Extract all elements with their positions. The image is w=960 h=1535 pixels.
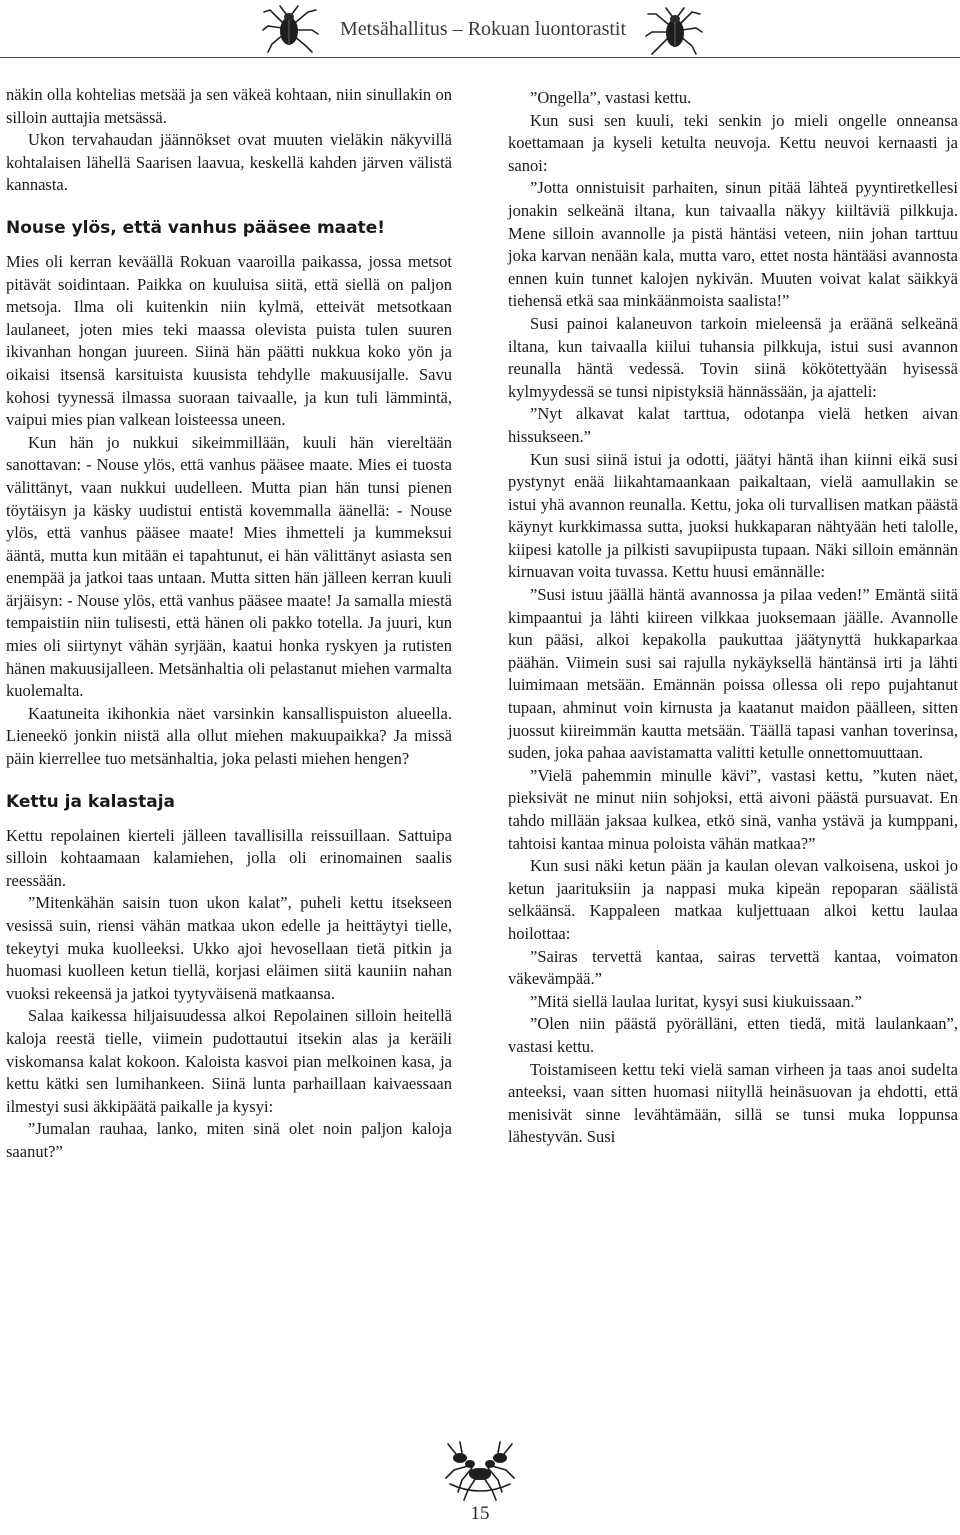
page-footer bbox=[420, 1440, 540, 1535]
page-number: 15 bbox=[470, 1503, 490, 1524]
left-column bbox=[6, 84, 452, 1164]
quote-paragraph: ”Ongella”, vastasi kettu. bbox=[530, 88, 692, 107]
paragraph: näkin olla kohtelias metsää ja sen väkeä kohtaan, niin sinullakin on silloin auttajia metsässä. bbox=[6, 85, 452, 127]
right-column bbox=[508, 87, 958, 1149]
paragraph: Kaatuneita ikihonkia näet varsinkin kansallispuiston alueella. Lieneekö jonkin niistä alla ollut miehen makuupaikka? Ja missä päin kierrellee tuo metsänhaltia, joka pelasti miehen hengen? bbox=[6, 703, 452, 769]
paragraph: Kun susi näki ketun pään ja kaulan olevan valkoisena, uskoi jo ketun jaarituksiin ja nappasi muka kipeän repoparan säälistä selkäänsä. Kappaleen matkaa kuljettuaan alkoi kettu laulaa hoilottaa: bbox=[508, 856, 958, 943]
paragraph: Kun susi sen kuuli, teki senkin jo mieli ongelle onneansa koettamaan ja kyseli ketulta neuvoja. Kettu neuvoi kernaasti ja sanoi: bbox=[508, 110, 958, 175]
paragraph: Toistamiseen kettu teki vielä saman virheen ja taas anoi sudelta anteeksi, vaan sitten huomasi niityllä heinäsuovan ja ehdotti, että menisivät sinne levähtämään, sillä se tunsi muka loppunsa lähestyvän. Susi bbox=[508, 1059, 958, 1147]
header-rule bbox=[0, 57, 960, 58]
paragraph: Ukon tervahaudan jäännökset ovat muuten vieläkin näkyvillä kohtalaisen lähellä Saarisen laavua, keskellä kahden järven välistä kannasta. bbox=[6, 130, 452, 195]
paragraph: Kun hän jo nukkui sikeimmillään, kuuli hän viereltään sanottavan: - Nouse ylös, että vanhus pääsee maate. Mies ei tuosta välittänyt, vaan nukkui uudelleen. Mutta pian hän tunsi pienen töytäisyn ja käsky uudistui entistä kovemmalla äänellä: - Nouse ylös, että vanhus pääsee maate! Mies ihmetteli ja kummeksui ääntä, mutta kun mitään ei tapahtunut, ei hän välittänyt asiasta sen enempää ja jatkoi taas untaan. Mutta sitten hän jälleen kerran kuuli ärjäisyn: - Nouse ylös, että vanhus pääsee maate! Ja samalla miestä tempaistiin niin tulisesti, että hänen oli pakko totella. Ja juuri, kun mies oli siirtynyt vähän syrjään, kaatui honka ryskyen ja rutisten hänen makuusijalleen. Metsänhaltia oli pelastanut miehen varmalta kuolemalta. bbox=[6, 432, 452, 701]
quote-paragraph: ”Nyt alkavat kalat tarttua, odotanpa vielä hetken aivan hissukseen.” bbox=[508, 404, 958, 446]
running-header-title: Metsähallitus – Rokuan luontorastit bbox=[339, 18, 627, 40]
paragraph: Susi painoi kalaneuvon tarkoin mieleensä ja eräänä selkeänä iltana, kun taivaalla kiilui tuhansia pilkkuja, istui susi avannon reunalla häntä vedessä. Tovin siinä kökötettyään hyisessä kylmyydessä se tunsi nipistyksiä hännässään, ja ajatteli: bbox=[508, 313, 958, 401]
quote-paragraph: ”Jumalan rauhaa, lanko, miten sinä olet noin paljon kaloja saanut?” bbox=[6, 1119, 452, 1161]
paragraph: Mies oli kerran keväällä Rokuan vaaroilla paikassa, jossa metsot pitävät soidintaan. Paikka on kuuluisa siitä, että siellä on paljon metsoja. Ilma oli kuitenkin niin kylmä, etteivät metsotkaan laulaneet, joten mies teki maassa olevista puista tulen suuren ikivanhan hongan juureen. Siinä hän päätti nukkua koko yön ja oikaisi itsensä karsituista kuusista tehdylle makuusijalle. Savu kohosi tyynessä ilmassa suoraan taivaalle, ja kun tuli lämmintä, vaipui mies pian valkean loisteessa uneen. bbox=[6, 251, 452, 430]
paragraph: Salaa kaikessa hiljaisuudessa alkoi Repolainen silloin heitellä kaloja reestä tielle, viimein pudottautui itsekin alas ja keräili viskomansa kalat kokoon. Kaloista kasvoi pian melkoinen kasa, ja kettu kätki sen lumihankeen. Siinä lunta parhaillaan kaivaessaan ilmestyi susi äkkipäätä paikalle ja kysyi: bbox=[6, 1006, 452, 1116]
paragraph: Kettu repolainen kierteli jälleen tavallisilla reissuillaan. Sattuipa silloin kohtaamaan kalamiehen, jolla oli erinomainen saalis reessään. bbox=[6, 825, 452, 890]
quote-paragraph: ”Vielä pahemmin minulle kävi”, vastasi kettu, ”kuten näet, pieksivät ne minut niin sohjoksi, että aivoni päästä pursuavat. En tahdo millään jaksaa kulkea, etkö sinä, vanha ystävä ja kumppani, tahtoisi kantaa minua poloista vähän matkaa?” bbox=[508, 765, 958, 853]
section-heading: Nouse ylös, että vanhus pääsee maate! bbox=[6, 217, 386, 238]
quote-paragraph: ”Jotta onnistuisit parhaiten, sinun pitää lähteä pyyntiretkellesi jonakin selkeänä iltana, kun taivaalla näkyy kiiltäviä pilkkuja. Mene silloin avannolle ja pistä häntäsi veteen, niin johan tarttuu joka karvan nenään kala, mutta varo, ettet nosta häntääsi avannosta ennen kuin tunnet kalojen nykivän. Muuten voivat kalat säikkyä tiehensä etkä saa minkäänmoista saalista!” bbox=[508, 178, 958, 311]
section-heading: Kettu ja kalastaja bbox=[6, 791, 175, 812]
paragraph: ”Mitenkähän saisin tuon ukon kalat”, puheli kettu itsekseen vesissä suin, riensi vähän matkaa ukon edelle ja heittäytyi tielle, tekeytyi muka kuolleeksi. Ukko ajoi hevosellaan tietä pitkin ja huomasi kuolleen ketun tiellä, korjasi eläimen siitä kauniin nahan vuoksi rekeensä ja jatkoi tyytyväisenä matkaansa. bbox=[6, 893, 452, 1003]
quote-paragraph: ”Susi istuu jäällä häntä avannossa ja pilaa veden!” Emäntä siitä kimpaantui ja lähti kiireen vilkkaa juoksemaan jäälle. Avannolle kun pääsi, alkoi kepakolla paukuttaa jäätynyttä hukkaparkaa päähän. Viimein susi sai rajulla nykäyksellä häntänsä irti ja lähti luimimaan metsään. Emännän poissa ollessa oli repo pujahtanut tupaan, ahminut voin kirnusta ja kaatanut maidon päälleen, sitten juossut kiireimmän kautta metsään. Täällä tapasi vanhan toverinsa, suden, joka pahaa aavistamatta valitti ketulle onnettomuuttaan. bbox=[508, 585, 958, 763]
beetle-icon bbox=[644, 6, 704, 56]
quote-paragraph: ”Mitä siellä laulaa luritat, kysyi susi kiukuissaan.” bbox=[530, 991, 862, 1011]
ants-emblem-icon bbox=[420, 1440, 540, 1502]
quote-paragraph: ”Olen niin päästä pyörälläni, etten tiedä, mitä laulankaan”, vastasi kettu. bbox=[508, 1014, 958, 1056]
quote-paragraph: ”Sairas tervettä kantaa, sairas tervettä kantaa, voimaton väkevämpää.” bbox=[508, 946, 958, 989]
page-header bbox=[0, 0, 960, 70]
paragraph: Kun susi siinä istui ja odotti, jäätyi häntä ihan kiinni eikä susi pystynyt enää liikahtamaankaan paikaltaan, vielä aamullakin se istui yhä avannon reunalla. Kettu, joka oli turvallisen matkan päästä käynyt kurkkimassa sutta, juoksi hukkaparan nähtyään heti talolle, kiipesi katolle ja pilkisti savupiipusta tupaan. Näki silloin emännän kirnuavan voita tuvassa. Kettu huusi emännälle: bbox=[508, 449, 958, 582]
beetle-icon bbox=[262, 4, 320, 54]
